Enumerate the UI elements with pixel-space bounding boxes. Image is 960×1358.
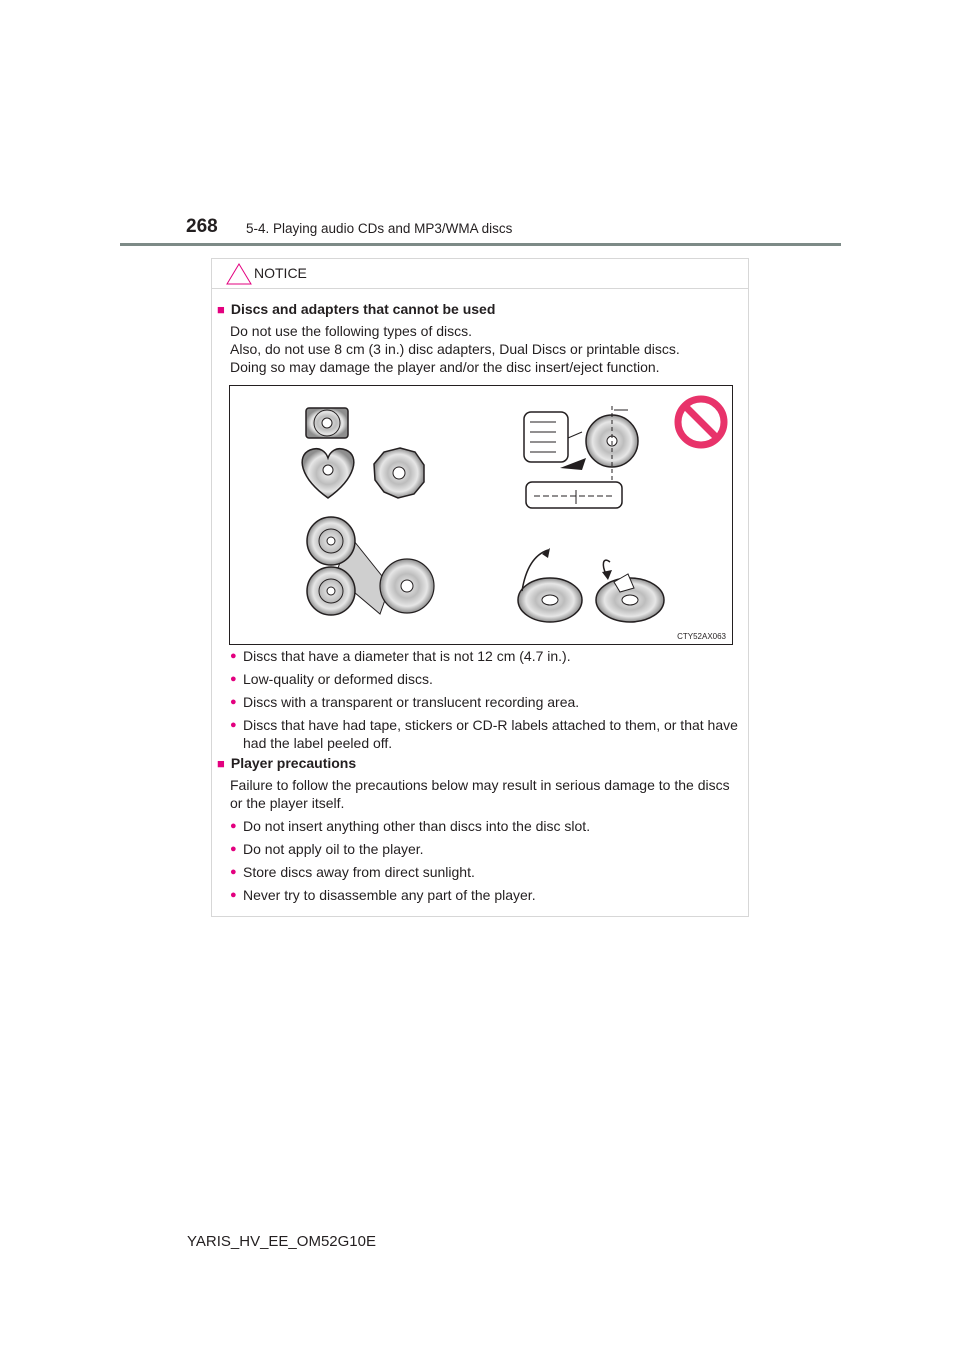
list-item: ● Do not apply oil to the player.: [230, 840, 744, 858]
header-rule: [120, 243, 841, 246]
prohibited-discs-figure: [229, 385, 733, 645]
notice-content: [212, 259, 748, 916]
cross-section-disc: [524, 406, 638, 508]
prohibition-sign-icon: [678, 399, 724, 445]
list-item: ● Discs that have had tape, stickers or CD-R labels attached to them, or that have had the label peeled off.: [230, 716, 744, 752]
notice-label: NOTICE: [254, 265, 307, 281]
section-heading: ■ Player precautions: [217, 755, 357, 771]
peeled-label-discs: [518, 548, 664, 622]
adapter-discs: [307, 517, 434, 615]
list-item: ● Discs that have a diameter that is not 12 cm (4.7 in.).: [230, 647, 744, 665]
square-bullet-icon: ■: [217, 756, 225, 771]
page-header: [0, 0, 960, 250]
list-item: ● Low-quality or deformed discs.: [230, 670, 744, 688]
notice-box: [211, 258, 749, 917]
figure-code: CTY52AX063: [677, 632, 726, 641]
paragraph: Also, do not use 8 cm (3 in.) disc adapters, Dual Discs or printable discs.: [230, 341, 680, 357]
paragraph: Failure to follow the precautions below may result in serious damage to the discs or the player itself.: [230, 777, 730, 811]
section-title: 5-4. Playing audio CDs and MP3/WMA discs: [246, 221, 513, 236]
square-bullet-icon: ■: [217, 302, 225, 317]
page-number: 268: [186, 216, 218, 237]
heart-disc: [302, 449, 354, 498]
polygon-disc: [374, 448, 424, 498]
list-item: ● Discs with a transparent or translucent recording area.: [230, 693, 744, 711]
list-item: ● Store discs away from direct sunlight.: [230, 863, 744, 881]
square-disc: [306, 408, 348, 438]
paragraph: Doing so may damage the player and/or the disc insert/eject function.: [230, 359, 660, 375]
section-heading: ■ Discs and adapters that cannot be used: [217, 301, 496, 317]
list-item: ● Do not insert anything other than discs into the disc slot.: [230, 817, 744, 835]
paragraph: Do not use the following types of discs.: [230, 323, 473, 339]
list-item: ● Never try to disassemble any part of the player.: [230, 886, 744, 904]
document-code: YARIS_HV_EE_OM52G10E: [187, 1233, 376, 1250]
disc-illustration: [230, 386, 732, 644]
